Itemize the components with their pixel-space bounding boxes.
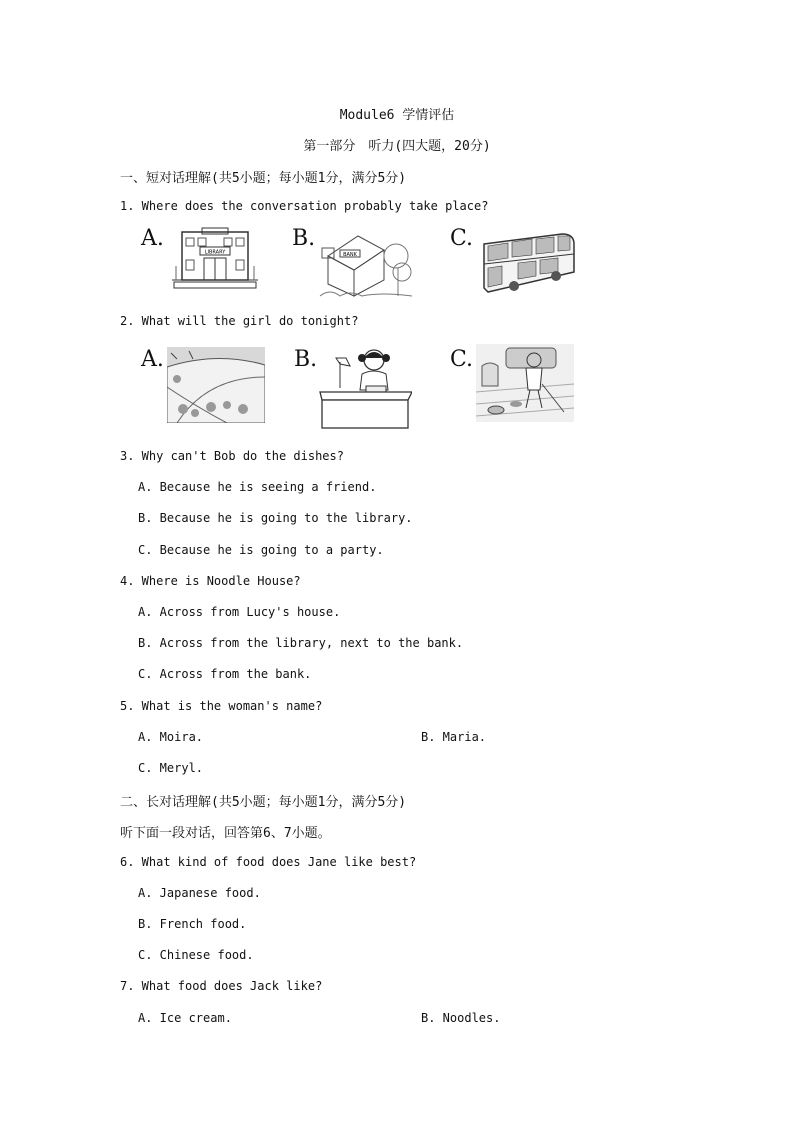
section2-heading: 二、长对话理解(共5小题；每小题1分，满分5分) xyxy=(120,795,407,810)
sports-stadium-picture xyxy=(167,347,265,423)
q4-option-a: A. Across from Lucy's house. xyxy=(138,605,341,619)
double-decker-bus-picture xyxy=(478,230,576,296)
q1-option-a-letter: A. xyxy=(141,226,164,251)
q4-option-c: C. Across from the bank. xyxy=(138,667,312,681)
q7-option-a: A. Ice cream. xyxy=(138,1011,232,1025)
q5-option-b: B. Maria. xyxy=(421,730,487,744)
q6-text: 6. What kind of food does Jane like best? xyxy=(120,855,417,869)
section2-instruction: 听下面一段对话，回答第6、7小题。 xyxy=(120,826,331,841)
q2-text: 2. What will the girl do tonight? xyxy=(120,314,359,328)
bank-sign-text: BANK xyxy=(343,252,357,258)
q2-option-c-letter: C. xyxy=(450,347,474,372)
q4-option-b: B. Across from the library, next to the bank. xyxy=(138,636,464,650)
q1-text: 1. Where does the conversation probably take place? xyxy=(120,199,489,213)
q2-option-b-letter: B. xyxy=(294,347,318,372)
q3-option-a: A. Because he is seeing a friend. xyxy=(138,480,377,494)
q3-text: 3. Why can't Bob do the dishes? xyxy=(120,449,344,463)
q3-option-b: B. Because he is going to the library. xyxy=(138,511,413,525)
q1-option-c-letter: C. xyxy=(450,226,474,251)
girl-cleaning-room-picture xyxy=(476,344,574,422)
q5-text: 5. What is the woman's name? xyxy=(120,699,323,713)
q6-option-a: A. Japanese food. xyxy=(138,886,261,900)
q6-option-b: B. French food. xyxy=(138,917,247,931)
girl-studying-at-desk-picture xyxy=(318,344,412,432)
q2-option-a-letter: A. xyxy=(141,347,164,372)
q6-option-c: C. Chinese food. xyxy=(138,948,254,962)
q4-text: 4. Where is Noodle House? xyxy=(120,574,301,588)
page-title: Module6 学情评估 xyxy=(339,108,455,123)
library-sign-text: LIBRARY xyxy=(204,249,226,256)
q7-text: 7. What food does Jack like? xyxy=(120,979,323,993)
part-subtitle: 第一部分 听力(四大题，20分) xyxy=(303,139,491,154)
q5-option-c: C. Meryl. xyxy=(138,761,204,775)
library-building-picture xyxy=(170,226,260,292)
q7-option-b: B. Noodles. xyxy=(421,1011,501,1025)
q3-option-c: C. Because he is going to a party. xyxy=(138,543,384,557)
bank-building-picture xyxy=(318,226,412,300)
q5-option-a: A. Moira. xyxy=(138,730,204,744)
q1-option-b-letter: B. xyxy=(292,226,316,251)
section1-heading: 一、短对话理解(共5小题；每小题1分，满分5分) xyxy=(120,171,407,186)
